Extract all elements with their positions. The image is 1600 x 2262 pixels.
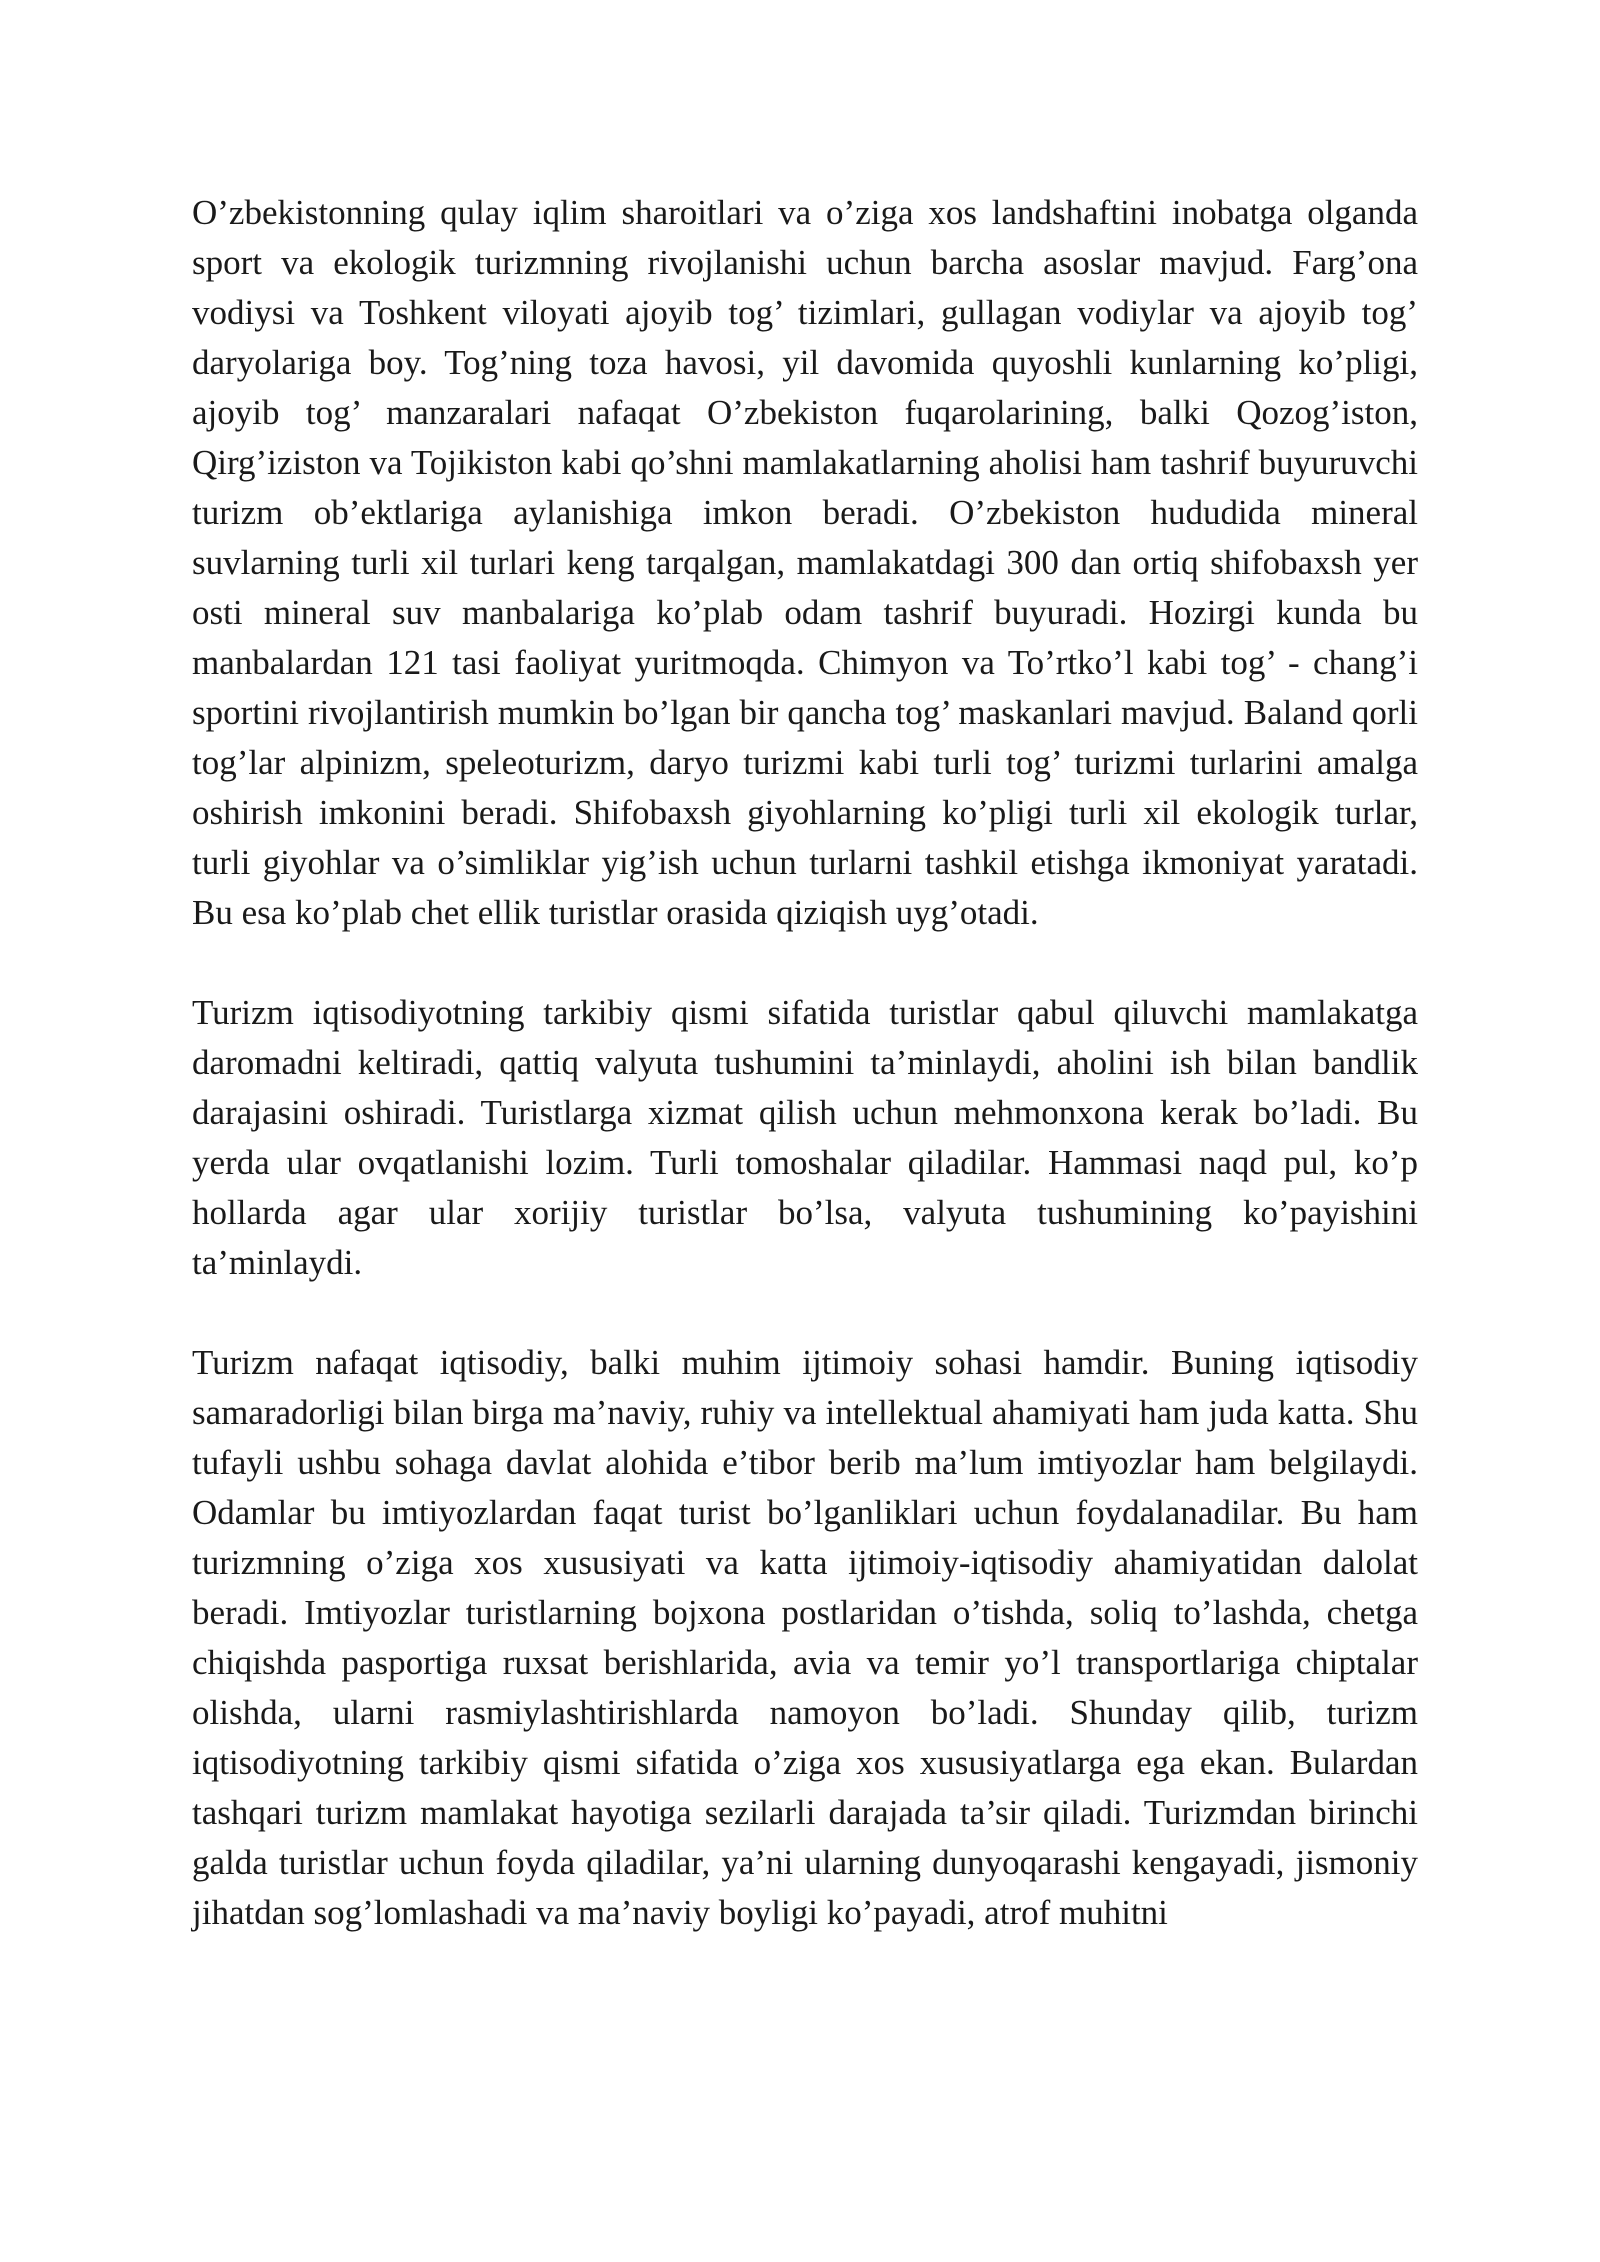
- paragraph-economy: Turizm iqtisodiyotning tarkibiy qismi sifatida turistlar qabul qiluvchi mamlakatga daromadni keltiradi, qattiq valyuta tushumini ta’minlaydi, aholini ish bilan bandlik darajasini oshiradi. Turistlarga xizmat qilish uchun mehmonxona kerak bo’ladi. Bu yerda ular ovqatlanishi lozim. Turli tomoshalar qiladilar. Hammasi naqd pul, ko’p hollarda agar ular xorijiy turistlar bo’lsa, valyuta tushumining ko’payishini ta’minlaydi.: [192, 993, 1418, 1282]
- document-body: [192, 188, 1418, 1938]
- paragraph-ecotourism: O’zbekistonning qulay iqlim sharoitlari va o’ziga xos landshaftini inobatga olganda sport va ekologik turizmning rivojlanishi uchun barcha asoslar mavjud. Farg’ona vodiysi va Toshkent viloyati ajoyib tog’ tizimlari, gullagan vodiylar va ajoyib tog’ daryolariga boy. Tog’ning toza havosi, yil davomida quyoshli kunlarning ko’pligi, ajoyib tog’ manzaralari nafaqat O’zbekiston fuqarolarining, balki Qozog’iston, Qirg’iziston va Tojikiston kabi qo’shni mamlakatlarning aholisi ham tashrif buyuruvchi turizm ob’ektlariga aylanishiga imkon beradi. O’zbekiston hududida mineral suvlarning turli xil turlari keng tarqalgan, mamlakatdagi 300 dan ortiq shifobaxsh yer osti mineral suv manbalariga ko’plab odam tashrif buyuradi. Hozirgi kunda bu manbalardan 121 tasi faoliyat yuritmoqda. Chimyon va To’rtko’l kabi tog’ - chang’i sportini rivojlantirish mumkin bo’lgan bir qancha tog’ maskanlari mavjud. Baland qorli tog’lar alpinizm, speleoturizm, daryo turizmi kabi turli tog’ turizmi turlarini amalga oshirish imkonini beradi. Shifobaxsh giyohlarning ko’pligi turli xil ekologik turlar, turli giyohlar va o’simliklar yig’ish uchun turlarni tashkil etishga ikmoniyat yaratadi. Bu esa ko’plab chet ellik turistlar orasida qiziqish uyg’otadi.: [192, 193, 1418, 932]
- paragraph-social: Turizm nafaqat iqtisodiy, balki muhim ijtimoiy sohasi hamdir. Buning iqtisodiy samaradorligi bilan birga ma’naviy, ruhiy va intellektual ahamiyati ham juda katta. Shu tufayli ushbu sohaga davlat alohida e’tibor berib ma’lum imtiyozlar ham belgilaydi. Odamlar bu imtiyozlardan faqat turist bo’lganliklari uchun foydalanadilar. Bu ham turizmning o’ziga xos xususiyati va katta ijtimoiy-iqtisodiy ahamiyatidan dalolat beradi. Imtiyozlar turistlarning bojxona postlaridan o’tishda, soliq to’lashda, chetga chiqishda pasportiga ruxsat berishlarida, avia va temir yo’l transportlariga chiptalar olishda, ularni rasmiylashtirishlarda namoyon bo’ladi. Shunday qilib, turizm iqtisodiyotning tarkibiy qismi sifatida o’ziga xos xususiyatlarga ega ekan. Bulardan tashqari turizm mamlakat hayotiga sezilarli darajada ta’sir qiladi. Turizmdan birinchi galda turistlar uchun foyda qiladilar, ya’ni ularning dunyoqarashi kengayadi, jismoniy jihatdan sog’lomlashadi va ma’naviy boyligi ko’payadi, atrof muhitni: [192, 1343, 1418, 1932]
